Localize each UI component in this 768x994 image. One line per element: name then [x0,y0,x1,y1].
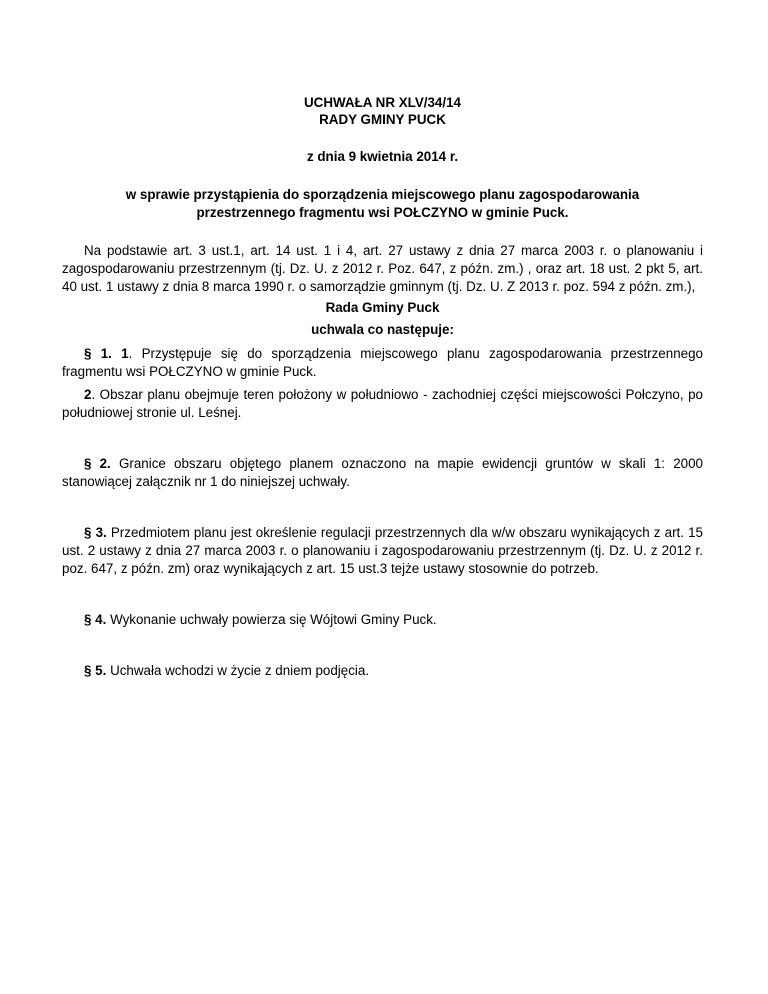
section-2 [62,455,703,491]
section-3-label: § 3. [84,525,107,540]
section-4-text: Wykonanie uchwały powierza się Wójtowi Gminy Puck. [106,612,437,627]
document-page [62,94,703,680]
legal-basis-paragraph: Na podstawie art. 3 ust.1, art. 14 ust. 1 i 4, art. 27 ustawy z dnia 27 marca 2003 r. o planowaniu i zagospodarowaniu przestrzennym (tj. Dz. U. z 2012 r. Poz. 647, z późn. zm.) , oraz art. 18 ust. 2 pkt 5, art. 40 ust. 1 ustawy z dnia 8 marca 1990 r. o samorządzie gminnym (tj. Dz. U. Z 2013 r. poz. 594 z późn. zm.), [62,243,703,294]
resolution-number: UCHWAŁA NR XLV/34/14 [304,95,461,110]
section-2-label: § 2. [84,456,111,471]
council-line: Rada Gminy Puck [325,300,440,315]
section-1-paragraph-2 [62,386,703,422]
council-name: RADY GMINY PUCK [319,112,446,127]
section-5-label: § 5. [84,663,107,678]
section-5 [62,662,703,680]
subject-line-2: przestrzennego fragmentu wsi POŁCZYNO w gminie Puck. [196,205,569,220]
section-3 [62,524,703,578]
section-1-label: § 1. [84,346,112,361]
resolves-line: uchwala co następuje: [311,322,454,337]
section-4-label: § 4. [84,612,107,627]
section-1-item-1-number: 1 [121,346,129,361]
resolution-date: z dnia 9 kwietnia 2014 r. [306,149,459,164]
section-5-text: Uchwała wchodzi w życie z dniem podjęcia. [106,663,370,678]
section-4 [62,611,703,629]
section-1-item-2-number: 2 [84,387,92,402]
section-1-item-2-text: . Obszar planu obejmuje teren położony w południowo - zachodniej części miejscowości Połczyno, po południowej stronie ul. Leśnej. [62,387,703,420]
section-2-text: Granice obszaru objętego planem oznaczono na mapie ewidencji gruntów w skali 1: 2000 stanowiącej załącznik nr 1 do niniejszej uchwały. [62,456,703,489]
section-1-paragraph-1 [62,345,703,381]
section-1-item-1-text: . Przystępuje się do sporządzenia miejscowego planu zagospodarowania przestrzennego fragmentu wsi POŁCZYNO w gminie Puck. [62,346,703,379]
resolution-subject [62,186,703,222]
subject-line-1: w sprawie przystąpienia do sporządzenia miejscowego planu zagospodarowania [125,187,640,202]
section-3-text: Przedmiotem planu jest określenie regulacji przestrzennych dla w/w obszaru wynikających z art. 15 ust. 2 ustawy z dnia 27 marca 2003 r. o planowaniu i zagospodarowaniu przestrzennym (tj. Dz. U. z 2012 r. poz. 647, z późn. zm) oraz wynikających z art. 15 ust.3 tejże ustawy stosownie do potrzeb. [62,525,703,576]
